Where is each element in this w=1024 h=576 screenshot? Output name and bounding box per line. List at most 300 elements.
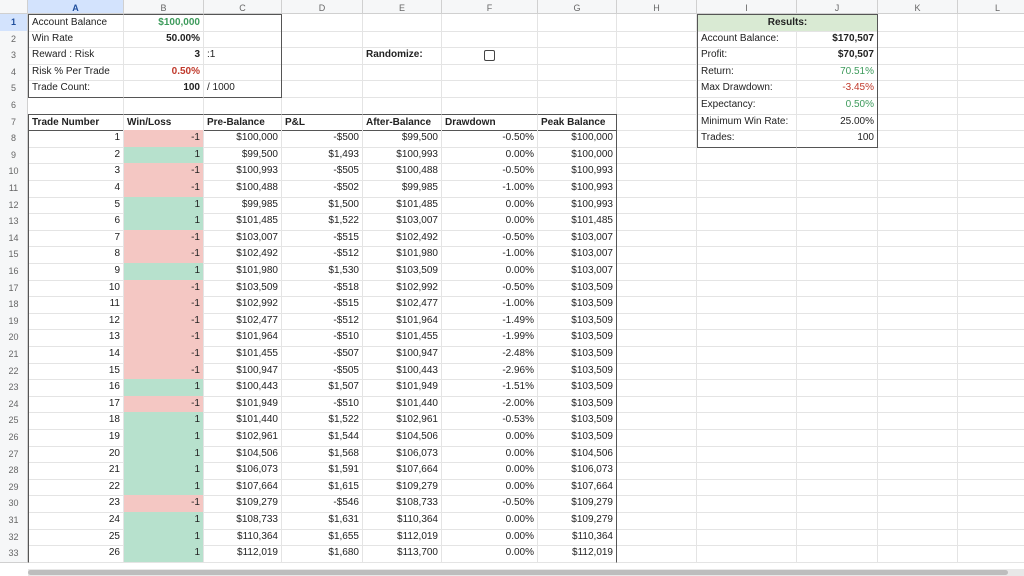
grid-cell[interactable] [958, 495, 1024, 513]
grid-cell[interactable] [878, 163, 958, 181]
table-cell[interactable]: 0.00% [442, 429, 538, 447]
grid-cell[interactable] [617, 363, 697, 381]
win-loss-cell[interactable]: -1 [124, 363, 204, 381]
grid-cell[interactable] [958, 313, 1024, 331]
grid-cell[interactable] [204, 97, 282, 115]
grid-cell[interactable] [878, 379, 958, 397]
grid-cell[interactable] [617, 296, 697, 314]
table-cell[interactable]: 0.00% [442, 263, 538, 281]
grid-cell[interactable] [697, 545, 797, 563]
grid-cell[interactable] [617, 462, 697, 480]
row-header-8[interactable]: 8 [0, 130, 28, 148]
column-header-b[interactable]: B [124, 0, 204, 14]
win-loss-cell[interactable]: 1 [124, 379, 204, 397]
grid-cell[interactable] [878, 213, 958, 231]
grid-cell[interactable] [958, 147, 1024, 165]
grid-cell[interactable] [28, 97, 124, 115]
win-loss-cell[interactable]: -1 [124, 180, 204, 198]
grid-cell[interactable] [617, 180, 697, 198]
grid-cell[interactable] [617, 313, 697, 331]
table-cell[interactable]: $112,019 [538, 545, 617, 563]
grid-cell[interactable] [282, 14, 363, 32]
grid-cell[interactable] [878, 114, 958, 132]
grid-cell[interactable] [697, 147, 797, 165]
grid-cell[interactable] [617, 246, 697, 264]
row-header-7[interactable]: 7 [0, 114, 28, 132]
grid-cell[interactable] [797, 545, 878, 563]
grid-cell[interactable] [797, 246, 878, 264]
table-cell[interactable]: $110,364 [538, 529, 617, 547]
table-cell[interactable]: $103,509 [538, 379, 617, 397]
grid-cell[interactable] [797, 180, 878, 198]
table-header-cell[interactable]: After-Balance [363, 114, 442, 132]
row-header-3[interactable]: 3 [0, 47, 28, 65]
table-cell[interactable]: $107,664 [538, 479, 617, 497]
grid-cell[interactable] [697, 446, 797, 464]
grid-cell[interactable] [697, 412, 797, 430]
grid-cell[interactable] [958, 462, 1024, 480]
table-cell[interactable]: -1.49% [442, 313, 538, 331]
grid-cell[interactable] [958, 64, 1024, 82]
grid-cell[interactable] [797, 412, 878, 430]
table-cell[interactable]: $1,507 [282, 379, 363, 397]
grid-cell[interactable] [878, 246, 958, 264]
table-cell[interactable]: $103,509 [538, 346, 617, 364]
table-cell[interactable]: $109,279 [538, 495, 617, 513]
table-cell[interactable]: $103,007 [204, 230, 282, 248]
grid-cell[interactable] [958, 529, 1024, 547]
setting-border-cell[interactable] [204, 14, 282, 32]
win-loss-cell[interactable]: 1 [124, 545, 204, 563]
grid-cell[interactable] [617, 80, 697, 98]
column-header-f[interactable]: F [442, 0, 538, 14]
table-cell[interactable]: 25 [28, 529, 124, 547]
grid-cell[interactable] [878, 446, 958, 464]
table-cell[interactable]: -$502 [282, 180, 363, 198]
table-header-cell[interactable]: Trade Number [28, 114, 124, 132]
scrollbar-thumb[interactable] [28, 570, 1008, 575]
table-cell[interactable]: $112,019 [204, 545, 282, 563]
grid-cell[interactable] [617, 329, 697, 347]
win-loss-cell[interactable]: 1 [124, 429, 204, 447]
grid-cell[interactable] [124, 97, 204, 115]
grid-cell[interactable] [442, 80, 538, 98]
table-cell[interactable]: 0.00% [442, 197, 538, 215]
table-cell[interactable]: $100,443 [204, 379, 282, 397]
table-cell[interactable]: $99,985 [363, 180, 442, 198]
grid-cell[interactable] [878, 363, 958, 381]
win-loss-cell[interactable]: 1 [124, 213, 204, 231]
grid-cell[interactable] [958, 296, 1024, 314]
grid-cell[interactable] [878, 462, 958, 480]
grid-cell[interactable] [797, 147, 878, 165]
grid-cell[interactable] [617, 280, 697, 298]
table-header-cell[interactable]: Peak Balance [538, 114, 617, 132]
table-cell[interactable]: $104,506 [363, 429, 442, 447]
table-cell[interactable]: $102,992 [363, 280, 442, 298]
column-header-h[interactable]: H [617, 0, 697, 14]
grid-cell[interactable] [958, 363, 1024, 381]
grid-cell[interactable] [697, 263, 797, 281]
grid-cell[interactable] [797, 462, 878, 480]
grid-cell[interactable] [797, 346, 878, 364]
grid-cell[interactable] [797, 197, 878, 215]
table-cell[interactable]: $101,980 [363, 246, 442, 264]
grid-cell[interactable] [697, 363, 797, 381]
grid-cell[interactable] [878, 97, 958, 115]
table-cell[interactable]: 5 [28, 197, 124, 215]
grid-cell[interactable] [617, 31, 697, 49]
table-cell[interactable]: -$507 [282, 346, 363, 364]
setting-value-cell[interactable]: 3 [124, 47, 204, 65]
table-cell[interactable]: $100,993 [363, 147, 442, 165]
win-loss-cell[interactable]: 1 [124, 529, 204, 547]
grid-cell[interactable] [958, 163, 1024, 181]
table-cell[interactable]: $102,961 [204, 429, 282, 447]
grid-cell[interactable] [878, 412, 958, 430]
table-cell[interactable]: 22 [28, 479, 124, 497]
table-cell[interactable]: -$512 [282, 246, 363, 264]
table-cell[interactable]: 3 [28, 163, 124, 181]
grid-cell[interactable] [282, 64, 363, 82]
grid-cell[interactable] [617, 230, 697, 248]
grid-cell[interactable] [797, 313, 878, 331]
setting-value-cell[interactable]: 0.50% [124, 64, 204, 82]
table-cell[interactable]: 2 [28, 147, 124, 165]
grid-cell[interactable] [538, 80, 617, 98]
table-cell[interactable]: 17 [28, 396, 124, 414]
grid-cell[interactable] [878, 495, 958, 513]
table-cell[interactable]: $108,733 [363, 495, 442, 513]
grid-cell[interactable] [878, 280, 958, 298]
table-cell[interactable]: $103,509 [538, 329, 617, 347]
table-cell[interactable]: -0.53% [442, 412, 538, 430]
grid-cell[interactable] [958, 512, 1024, 530]
grid-cell[interactable] [878, 529, 958, 547]
table-cell[interactable]: $102,961 [363, 412, 442, 430]
grid-cell[interactable] [363, 14, 442, 32]
table-cell[interactable]: 9 [28, 263, 124, 281]
row-header-30[interactable]: 30 [0, 495, 28, 513]
table-cell[interactable]: $1,493 [282, 147, 363, 165]
table-cell[interactable]: $103,007 [538, 246, 617, 264]
table-cell[interactable]: $103,509 [538, 412, 617, 430]
table-cell[interactable]: 10 [28, 280, 124, 298]
table-cell[interactable]: 7 [28, 230, 124, 248]
grid-cell[interactable] [958, 180, 1024, 198]
win-loss-cell[interactable]: -1 [124, 396, 204, 414]
grid-cell[interactable] [442, 14, 538, 32]
grid-cell[interactable] [697, 197, 797, 215]
table-cell[interactable]: $103,509 [538, 296, 617, 314]
table-cell[interactable]: $108,733 [204, 512, 282, 530]
row-header-10[interactable]: 10 [0, 163, 28, 181]
results-value[interactable]: 100 [797, 130, 878, 148]
row-header-33[interactable]: 33 [0, 545, 28, 563]
grid-cell[interactable] [878, 545, 958, 563]
grid-cell[interactable] [958, 213, 1024, 231]
table-cell[interactable]: $102,992 [204, 296, 282, 314]
grid-cell[interactable] [878, 14, 958, 32]
grid-cell[interactable] [797, 495, 878, 513]
win-loss-cell[interactable]: -1 [124, 329, 204, 347]
grid-cell[interactable] [697, 512, 797, 530]
table-cell[interactable]: $101,455 [363, 329, 442, 347]
table-cell[interactable]: $101,485 [363, 197, 442, 215]
table-cell[interactable]: 0.00% [442, 462, 538, 480]
grid-cell[interactable] [958, 31, 1024, 49]
grid-cell[interactable] [617, 479, 697, 497]
table-cell[interactable]: 15 [28, 363, 124, 381]
table-cell[interactable]: 12 [28, 313, 124, 331]
table-cell[interactable]: 18 [28, 412, 124, 430]
grid-cell[interactable] [958, 446, 1024, 464]
win-loss-cell[interactable]: 1 [124, 462, 204, 480]
grid-cell[interactable] [617, 47, 697, 65]
grid-cell[interactable] [617, 396, 697, 414]
table-cell[interactable]: $101,440 [204, 412, 282, 430]
row-header-15[interactable]: 15 [0, 246, 28, 264]
row-header-12[interactable]: 12 [0, 197, 28, 215]
grid-cell[interactable] [697, 429, 797, 447]
table-cell[interactable]: $103,007 [363, 213, 442, 231]
grid-cell[interactable] [797, 379, 878, 397]
grid-cell[interactable] [878, 230, 958, 248]
table-cell[interactable]: -$505 [282, 163, 363, 181]
row-header-19[interactable]: 19 [0, 313, 28, 331]
table-cell[interactable]: $103,509 [538, 396, 617, 414]
results-value[interactable]: -3.45% [797, 80, 878, 98]
table-header-cell[interactable]: Pre-Balance [204, 114, 282, 132]
table-cell[interactable]: -1.00% [442, 180, 538, 198]
table-cell[interactable]: -1.00% [442, 246, 538, 264]
grid-cell[interactable] [878, 47, 958, 65]
grid-cell[interactable] [538, 97, 617, 115]
table-cell[interactable]: 21 [28, 462, 124, 480]
row-header-27[interactable]: 27 [0, 446, 28, 464]
win-loss-cell[interactable]: 1 [124, 412, 204, 430]
grid-cell[interactable] [697, 346, 797, 364]
select-all-corner[interactable] [0, 0, 28, 14]
table-cell[interactable]: -2.00% [442, 396, 538, 414]
table-cell[interactable]: $100,000 [538, 147, 617, 165]
setting-value-cell[interactable]: 50.00% [124, 31, 204, 49]
row-header-20[interactable]: 20 [0, 329, 28, 347]
table-cell[interactable]: $101,455 [204, 346, 282, 364]
grid-cell[interactable] [878, 147, 958, 165]
table-cell[interactable]: $102,477 [204, 313, 282, 331]
table-cell[interactable]: -$512 [282, 313, 363, 331]
table-cell[interactable]: $103,509 [538, 429, 617, 447]
row-header-16[interactable]: 16 [0, 263, 28, 281]
grid-cell[interactable] [617, 130, 697, 148]
column-header-a[interactable]: A [28, 0, 124, 14]
grid-cell[interactable] [958, 545, 1024, 563]
grid-cell[interactable] [617, 14, 697, 32]
column-header-d[interactable]: D [282, 0, 363, 14]
grid-cell[interactable] [878, 313, 958, 331]
grid-cell[interactable] [958, 80, 1024, 98]
table-cell[interactable]: $100,993 [538, 180, 617, 198]
row-header-6[interactable]: 6 [0, 97, 28, 115]
table-cell[interactable]: $101,440 [363, 396, 442, 414]
row-header-32[interactable]: 32 [0, 529, 28, 547]
grid-cell[interactable] [617, 163, 697, 181]
grid-cell[interactable] [617, 114, 697, 132]
row-header-26[interactable]: 26 [0, 429, 28, 447]
grid-cell[interactable] [617, 545, 697, 563]
grid-cell[interactable] [797, 479, 878, 497]
table-cell[interactable]: $104,506 [538, 446, 617, 464]
table-cell[interactable]: -0.50% [442, 130, 538, 148]
grid-cell[interactable] [878, 31, 958, 49]
row-header-14[interactable]: 14 [0, 230, 28, 248]
table-cell[interactable]: $1,615 [282, 479, 363, 497]
grid-cell[interactable] [878, 130, 958, 148]
table-cell[interactable]: $1,530 [282, 263, 363, 281]
table-cell[interactable]: 0.00% [442, 446, 538, 464]
table-cell[interactable]: -1.00% [442, 296, 538, 314]
table-cell[interactable]: -$510 [282, 396, 363, 414]
table-cell[interactable]: $100,947 [363, 346, 442, 364]
column-header-k[interactable]: K [878, 0, 958, 14]
table-cell[interactable]: -$515 [282, 230, 363, 248]
grid-cell[interactable] [797, 429, 878, 447]
table-cell[interactable]: 0.00% [442, 545, 538, 563]
table-cell[interactable]: 14 [28, 346, 124, 364]
table-cell[interactable]: $101,949 [363, 379, 442, 397]
win-loss-cell[interactable]: -1 [124, 495, 204, 513]
grid-cell[interactable] [697, 246, 797, 264]
table-cell[interactable]: 0.00% [442, 479, 538, 497]
grid-cell[interactable] [617, 512, 697, 530]
grid-cell[interactable] [878, 329, 958, 347]
table-cell[interactable]: -$505 [282, 363, 363, 381]
grid-cell[interactable] [958, 329, 1024, 347]
setting-value-cell[interactable]: $100,000 [124, 14, 204, 32]
table-cell[interactable]: $100,488 [204, 180, 282, 198]
grid-cell[interactable] [878, 80, 958, 98]
table-cell[interactable]: $106,073 [538, 462, 617, 480]
table-cell[interactable]: $103,509 [363, 263, 442, 281]
row-header-18[interactable]: 18 [0, 296, 28, 314]
row-header-1[interactable]: 1 [0, 14, 28, 32]
grid-cell[interactable] [958, 429, 1024, 447]
grid-cell[interactable] [958, 396, 1024, 414]
table-cell[interactable]: $101,485 [538, 213, 617, 231]
results-value[interactable]: 0.50% [797, 97, 878, 115]
grid-cell[interactable] [697, 529, 797, 547]
win-loss-cell[interactable]: -1 [124, 246, 204, 264]
grid-cell[interactable] [958, 412, 1024, 430]
table-cell[interactable]: 13 [28, 329, 124, 347]
grid-cell[interactable] [797, 512, 878, 530]
grid-cell[interactable] [617, 263, 697, 281]
table-cell[interactable]: $100,488 [363, 163, 442, 181]
table-header-cell[interactable]: Win/Loss [124, 114, 204, 132]
row-header-2[interactable]: 2 [0, 31, 28, 49]
grid-cell[interactable] [617, 97, 697, 115]
table-cell[interactable]: -1.99% [442, 329, 538, 347]
table-cell[interactable]: -2.48% [442, 346, 538, 364]
grid-cell[interactable] [797, 213, 878, 231]
row-header-21[interactable]: 21 [0, 346, 28, 364]
table-cell[interactable]: -$518 [282, 280, 363, 298]
table-cell[interactable]: $100,443 [363, 363, 442, 381]
table-cell[interactable]: $1,568 [282, 446, 363, 464]
win-loss-cell[interactable]: 1 [124, 147, 204, 165]
row-header-4[interactable]: 4 [0, 64, 28, 82]
table-cell[interactable]: $112,019 [363, 529, 442, 547]
grid-cell[interactable] [797, 296, 878, 314]
grid-cell[interactable] [538, 64, 617, 82]
grid-cell[interactable] [697, 379, 797, 397]
table-cell[interactable]: $102,492 [363, 230, 442, 248]
table-cell[interactable]: $100,947 [204, 363, 282, 381]
grid-cell[interactable] [958, 47, 1024, 65]
grid-cell[interactable] [617, 495, 697, 513]
grid-cell[interactable] [797, 529, 878, 547]
grid-cell[interactable] [958, 479, 1024, 497]
results-title[interactable]: Results: [697, 14, 878, 32]
table-header-cell[interactable]: P&L [282, 114, 363, 132]
grid-cell[interactable] [958, 246, 1024, 264]
row-header-29[interactable]: 29 [0, 479, 28, 497]
grid-cell[interactable] [797, 280, 878, 298]
table-cell[interactable]: $101,964 [363, 313, 442, 331]
table-cell[interactable]: 26 [28, 545, 124, 563]
win-loss-cell[interactable]: -1 [124, 130, 204, 148]
grid-cell[interactable] [442, 64, 538, 82]
grid-cell[interactable] [878, 479, 958, 497]
grid-cell[interactable] [363, 97, 442, 115]
table-cell[interactable]: $101,485 [204, 213, 282, 231]
grid-cell[interactable] [697, 163, 797, 181]
win-loss-cell[interactable]: -1 [124, 163, 204, 181]
grid-cell[interactable] [697, 495, 797, 513]
win-loss-cell[interactable]: -1 [124, 280, 204, 298]
table-cell[interactable]: 0.00% [442, 512, 538, 530]
win-loss-cell[interactable]: -1 [124, 230, 204, 248]
row-header-23[interactable]: 23 [0, 379, 28, 397]
table-cell[interactable]: $101,949 [204, 396, 282, 414]
grid-cell[interactable] [797, 263, 878, 281]
setting-border-cell[interactable] [204, 31, 282, 49]
row-header-9[interactable]: 9 [0, 147, 28, 165]
grid-cell[interactable] [697, 329, 797, 347]
table-cell[interactable]: 19 [28, 429, 124, 447]
grid-cell[interactable] [697, 479, 797, 497]
grid-cell[interactable] [617, 147, 697, 165]
column-header-c[interactable]: C [204, 0, 282, 14]
grid-cell[interactable] [878, 296, 958, 314]
table-cell[interactable]: $109,279 [204, 495, 282, 513]
grid-cell[interactable] [958, 97, 1024, 115]
results-value[interactable]: 25.00% [797, 114, 878, 132]
column-header-l[interactable]: L [958, 0, 1024, 14]
table-cell[interactable]: $100,993 [538, 163, 617, 181]
table-cell[interactable]: $106,073 [204, 462, 282, 480]
table-cell[interactable]: $99,500 [363, 130, 442, 148]
win-loss-cell[interactable]: 1 [124, 512, 204, 530]
grid-cell[interactable] [442, 97, 538, 115]
table-cell[interactable]: -$510 [282, 329, 363, 347]
table-cell[interactable]: $103,509 [538, 313, 617, 331]
table-cell[interactable]: 20 [28, 446, 124, 464]
grid-cell[interactable] [958, 130, 1024, 148]
table-cell[interactable]: $100,000 [538, 130, 617, 148]
table-cell[interactable]: $106,073 [363, 446, 442, 464]
